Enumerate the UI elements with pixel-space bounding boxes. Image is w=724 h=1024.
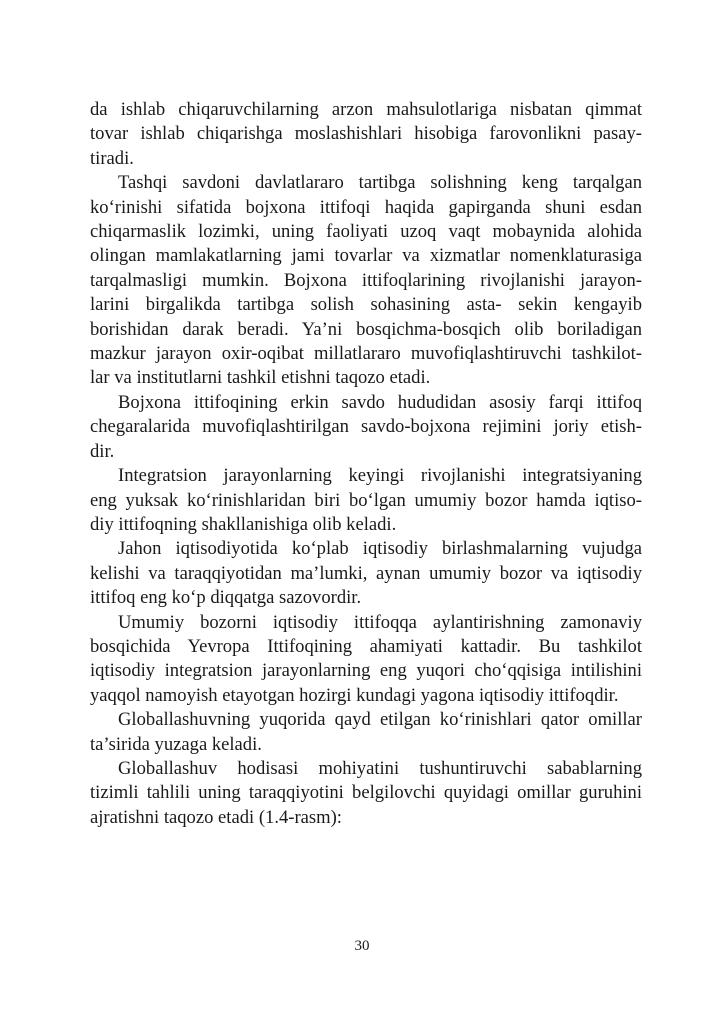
text-line: tarqalmasligi mumkin. Bojxona ittifoqlarining rivojlanishi jarayon- [90, 269, 642, 291]
paragraph [90, 537, 642, 610]
paragraph [90, 464, 642, 537]
text-line: chegaralarida muvofiqlashtirilgan savdo-bojxona rejimini joriy etish- [90, 416, 642, 438]
text-line: larini birgalikda tartibga solish sohasining asta- sekin kengayib [90, 294, 642, 316]
text-line: tizimli tahlili uning taraqqiyotini belgilovchi quyidagi omillar guruhini [90, 782, 642, 804]
text-line: chiqarmaslik lozimki, uning faoliyati uzoq vaqt mobaynida alohida [90, 221, 642, 243]
text-line: Integratsion jarayonlarning keyingi rivojlanishi integratsiyaning [118, 465, 642, 487]
text-line: yaqqol namoyish etayotgan hozirgi kundagi yagona iqtisodiy ittifoqdir. [90, 684, 619, 706]
text-line: tovar ishlab chiqarishga moslashishlari hisobiga farovonlikni pasay- [90, 123, 642, 145]
paragraph [90, 757, 642, 830]
text-line: bosqichida Yevropa Ittifoqining ahamiyati kattadir. Bu tashkilot [90, 635, 642, 657]
text-line: borishidan darak beradi. Ya’ni bosqichma-bosqich olib boriladigan [90, 318, 642, 340]
text-line: ta’sirida yuzaga keladi. [90, 733, 262, 755]
text-line: Bojxona ittifoqining erkin savdo hududidan asosiy farqi ittifoq [118, 391, 642, 413]
text-line: Tashqi savdoni davlatlararo tartibga solishning keng tarqalgan [118, 172, 642, 194]
text-line: Jahon iqtisodiyotida ko‘plab iqtisodiy birlashmalarning vujudga [118, 538, 642, 560]
text-line: Umumiy bozorni iqtisodiy ittifoqqa aylantirishning zamonaviy [118, 611, 642, 633]
text-line: da ishlab chiqaruvchilarning arzon mahsulotlariga nisbatan qimmat [90, 99, 642, 120]
text-line: ittifoq eng ko‘p diqqatga sazovordir. [90, 587, 362, 609]
text-line: eng yuksak ko‘rinishlaridan biri bo‘lgan umumiy bozor hamda iqtiso- [90, 489, 642, 511]
text-line: dir. [90, 440, 115, 462]
paragraph [90, 391, 642, 464]
body-text [90, 98, 642, 830]
text-line: mazkur jarayon oxir-oqibat millatlararo muvofiqlashtiruvchi tashkilot- [90, 343, 642, 365]
text-line: iqtisodiy integratsion jarayonlarning eng yuqori cho‘qqisiga intilishini [90, 660, 642, 682]
paragraph [90, 98, 642, 171]
text-line: tiradi. [90, 147, 134, 169]
paragraph [90, 611, 642, 709]
text-line: kelishi va taraqqiyotidan ma’lumki, aynan umumiy bozor va iqtisodiy [90, 562, 642, 584]
text-line: lar va institutlarni tashkil etishni taqozo etadi. [90, 367, 431, 389]
text-line: ko‘rinishi sifatida bojxona ittifoqi haqida gapirganda shuni esdan [90, 196, 642, 218]
text-line: olingan mamlakatlarning jami tovarlar va xizmatlar nomenklaturasiga [90, 245, 642, 267]
paragraph [90, 708, 642, 757]
text-line: ajratishni taqozo etadi (1.4-rasm): [90, 806, 342, 828]
page-number: 30 [354, 938, 370, 954]
text-line: Globallashuv hodisasi mohiyatini tushuntiruvchi sabablarning [118, 757, 642, 779]
text-line: Globallashuvning yuqorida qayd etilgan ko‘rinishlari qator omillar [118, 709, 642, 731]
paragraph [90, 171, 642, 391]
text-line: diy ittifoqning shakllanishiga olib keladi. [90, 513, 397, 535]
